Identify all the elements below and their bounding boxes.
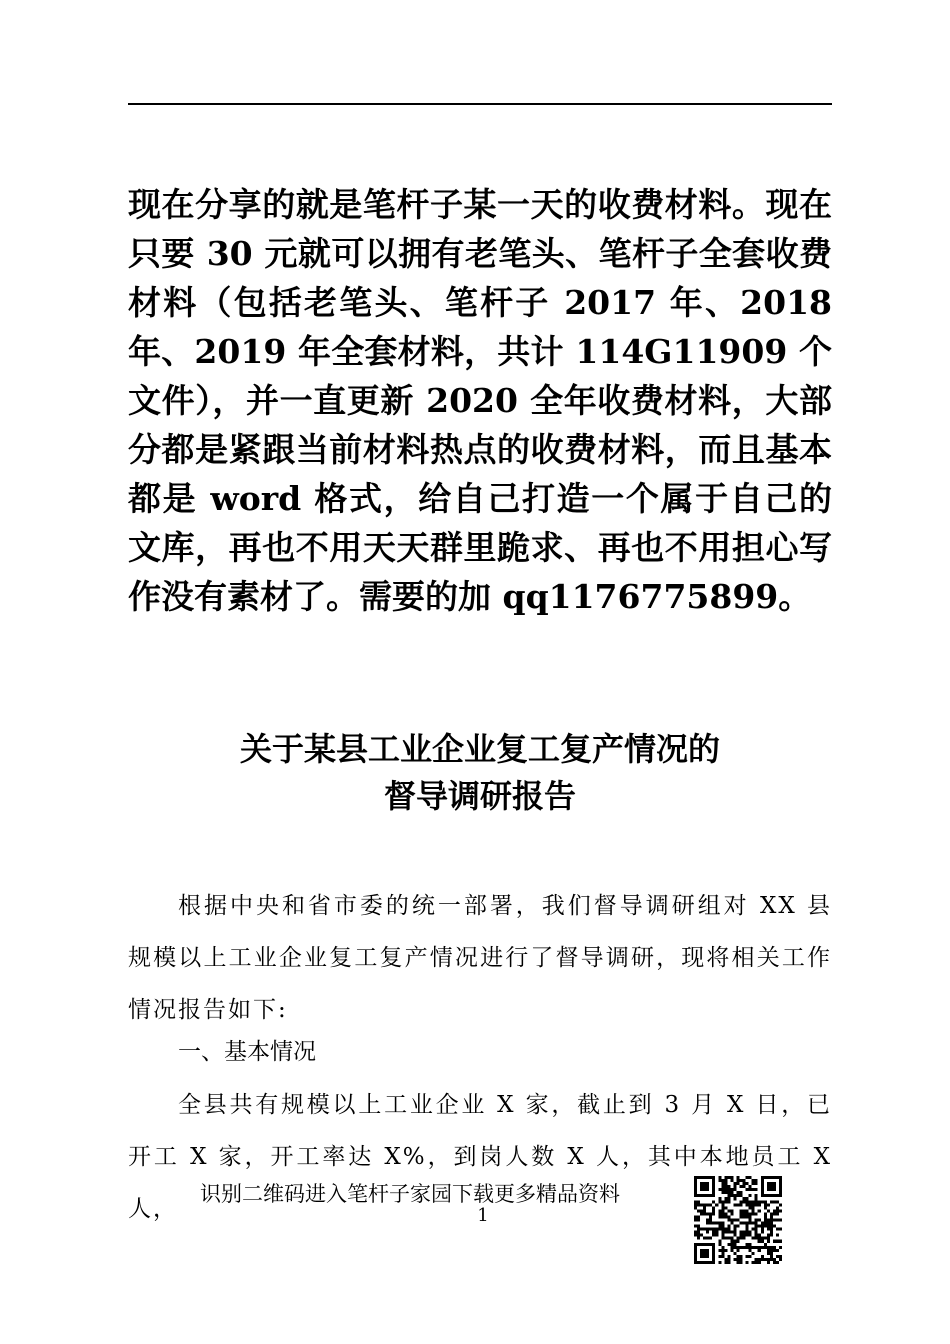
header-rule [128,103,832,105]
intro-paragraph: 根据中央和省市委的统一部署，我们督导调研组对 XX 县规模以上工业企业复工复产情况进行了督导调研，现将相关工作情况报告如下: [128,893,832,1023]
qr-code-icon [694,1176,782,1264]
report-title [128,726,832,820]
footer-note: 识别二维码进入笔杆子家园下载更多精品资料 [200,1182,620,1206]
report-title-line1: 关于某县工业企业复工复产情况的 [239,730,720,768]
section-paragraph: 全县共有规模以上工业企业 X 家，截止到 3 月 X 日，已开工 X 家，开工率达 X%，到岗人数 X 人，其中本地员工 X 人， [128,1092,832,1222]
report-title-line2: 督导调研报告 [383,777,576,815]
section-heading: 一、基本情况 [178,1039,316,1065]
page-number: 1 [477,1205,489,1226]
promo-paragraph: 现在分享的就是笔杆子某一天的收费材料。现在只要 30 元就可以拥有老笔头、笔杆子全套收费材料（包括老笔头、笔杆子 2017 年、2018 年、2019 年全套材料，共计 114G11909 个文件），并一直更新 2020 全年收费材料，大部分都是紧跟当前材料热点的收费材料，而且基本都是 word 格式，给自己打造一个属于自己的文库，再也不用天天群里跪求、再也不用担心写作没有素材了。需要的加 qq1176775899。 [128,185,832,616]
